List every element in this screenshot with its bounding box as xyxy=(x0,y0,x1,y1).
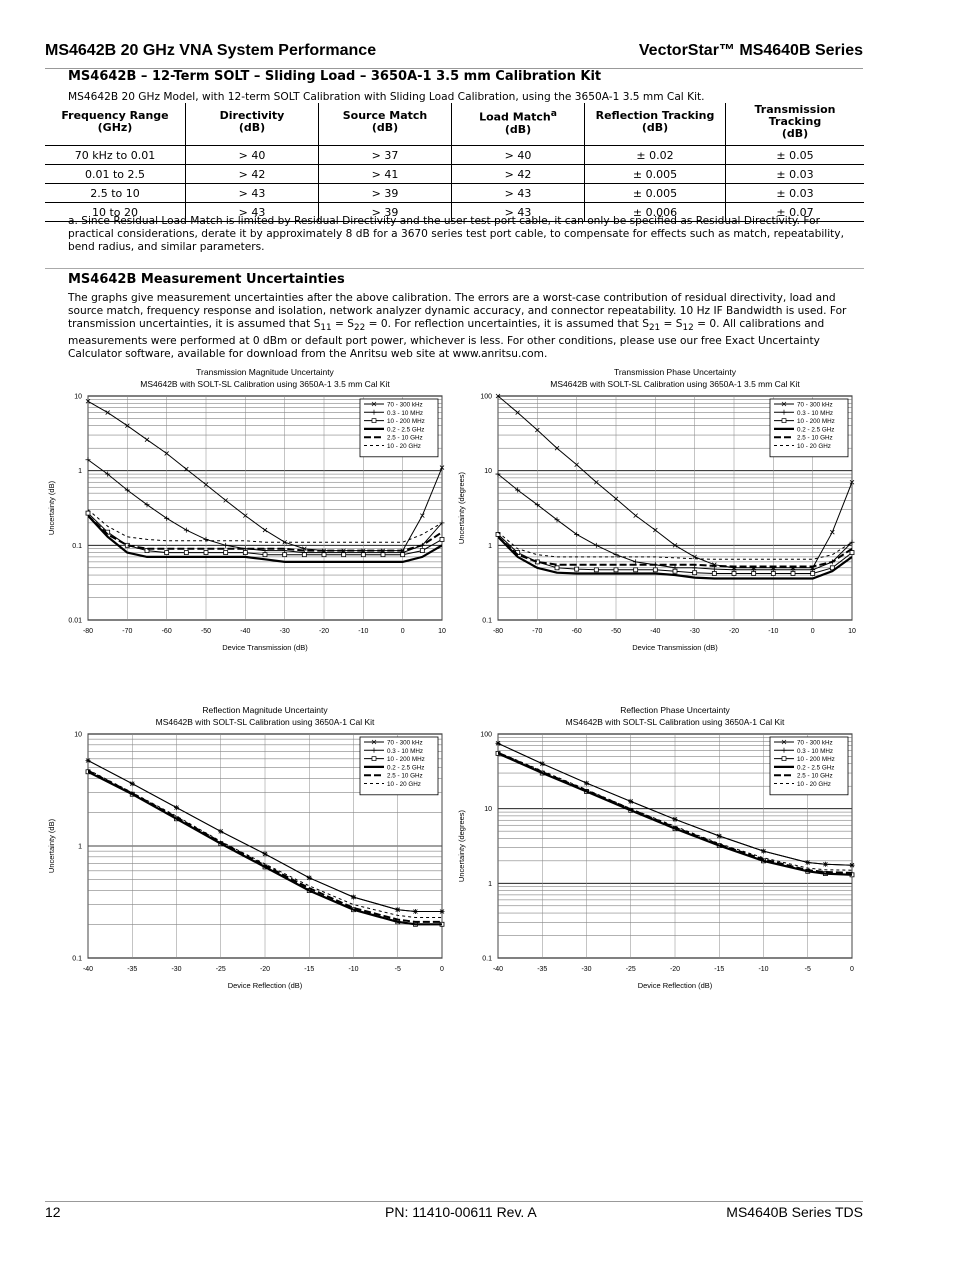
x-tick-label: -30 xyxy=(279,628,290,635)
x-tick-label: -15 xyxy=(304,966,315,973)
page-footer xyxy=(45,1201,863,1224)
table-cell: > 40 xyxy=(452,146,585,165)
data-point xyxy=(673,569,677,573)
data-point xyxy=(712,571,716,575)
legend-label: 10 - 200 MHz xyxy=(797,418,835,426)
chart-svg xyxy=(40,364,450,656)
header-title: MS4642B 20 GHz VNA System Performance xyxy=(45,42,377,59)
x-tick-label: -35 xyxy=(127,966,138,973)
table-cell: ± 0.02 xyxy=(585,146,726,165)
chart-reflection-magnitude xyxy=(40,702,450,998)
col-header: Reflection Tracking (dB) xyxy=(585,103,726,146)
chart-svg xyxy=(40,702,450,994)
x-tick-label: -50 xyxy=(200,628,212,635)
legend-label: 70 - 300 kHz xyxy=(797,401,833,409)
table-cell: 2.5 to 10 xyxy=(45,184,186,203)
y-axis-label: Uncertainty (dB) xyxy=(47,480,56,536)
table-cell: ± 0.07 xyxy=(726,203,865,222)
x-tick-label: -50 xyxy=(610,628,622,635)
legend-label: 2.5 - 10 GHz xyxy=(797,772,833,780)
col-header: Frequency Range (GHz) xyxy=(45,103,186,146)
x-tick-label: -30 xyxy=(689,628,700,635)
x-tick-label: -5 xyxy=(394,966,401,973)
x-axis-label: Device Transmission (dB) xyxy=(222,643,308,652)
table-cell: > 39 xyxy=(319,203,452,222)
legend-label: 0.3 - 10 MHz xyxy=(797,747,834,755)
y-tick-label: 1 xyxy=(78,468,82,476)
col-header: Source Match (dB) xyxy=(319,103,452,146)
data-point xyxy=(243,551,247,555)
legend-label: 10 - 20 GHz xyxy=(387,781,421,788)
data-point xyxy=(263,553,267,557)
data-point xyxy=(184,551,188,555)
y-tick-label: 0.1 xyxy=(482,617,492,625)
table-cell: > 42 xyxy=(186,165,319,184)
legend-label: 70 - 300 kHz xyxy=(387,739,423,747)
chart-svg xyxy=(450,364,860,656)
chart-transmission-phase xyxy=(450,364,860,660)
legend-label: 10 - 200 MHz xyxy=(387,756,425,764)
table-cell: ± 0.03 xyxy=(726,165,865,184)
x-axis-label: Device Reflection (dB) xyxy=(637,981,713,990)
table-footnote: a. Since Residual Load Match is limited by Residual Directivity and the user test port cable, it can only be specified as Residual Directivity. For practical considerations, derate it by approximately 8 dB for a 3670 series test port cable, to compensate for effects such as match, repeatability, bend radius, and similar parameters. xyxy=(68,215,844,253)
uncertainty-description: The graphs give measurement uncertainties after the above calibration. The errors are a worst-case contribution of residual directivity, load and source match, frequency response and isolation, network analyzer dynamic accuracy, and connector repeatability. 10 Hz IF Bandwidth is used. For transmission uncertainties, it is assumed that $S_{11} = S_{22} = 0$. For reflection uncertainties, it is assumed that $S_{21} = S_{12} = 0$. All calibrations and measurements were performed at 0 dBm or default port power, whichever is less. For other conditions, please use our free Exact Uncertainty Calculator software, available for download from the Anritsu web site at www.anritsu.com. xyxy=(68,292,847,361)
y-tick-label: 0.01 xyxy=(68,617,82,625)
y-tick-label: 10 xyxy=(484,806,492,814)
y-tick-label: 1 xyxy=(78,843,82,851)
data-point xyxy=(555,566,559,570)
y-axis-label: Uncertainty (dB) xyxy=(47,818,56,874)
table-cell: > 43 xyxy=(452,184,585,203)
table-row xyxy=(45,184,864,203)
legend-label: 2.5 - 10 GHz xyxy=(797,434,833,442)
x-tick-label: -5 xyxy=(804,966,811,973)
table-cell: ± 0.05 xyxy=(726,146,865,165)
data-point xyxy=(732,571,736,575)
x-tick-label: -40 xyxy=(240,628,251,635)
data-point xyxy=(634,568,638,572)
x-tick-label: -30 xyxy=(581,966,592,973)
data-point xyxy=(575,567,579,571)
legend-label: 10 - 20 GHz xyxy=(797,443,831,450)
data-point xyxy=(86,511,90,515)
section-title-calibration: MS4642B – 12-Term SOLT – Sliding Load – 3650A-1 3.5 mm Calibration Kit xyxy=(68,69,602,84)
chart-title: Reflection Magnitude Uncertainty xyxy=(202,705,328,715)
table-cell: > 43 xyxy=(186,184,319,203)
legend-label: 10 - 200 MHz xyxy=(387,418,425,426)
x-tick-label: 10 xyxy=(848,628,856,635)
x-tick-label: -40 xyxy=(650,628,661,635)
x-tick-label: -25 xyxy=(625,966,636,973)
table-row xyxy=(45,165,864,184)
y-axis-label: Uncertainty (degrees) xyxy=(457,471,466,545)
chart-transmission-magnitude xyxy=(40,364,450,660)
table-cell: ± 0.03 xyxy=(726,184,865,203)
page-number: 12 xyxy=(45,1204,61,1220)
data-point xyxy=(381,553,385,557)
section-intro: MS4642B 20 GHz Model, with 12-term SOLT Calibration with Sliding Load Calibration, using the 3650A-1 3.5 mm Cal Kit. xyxy=(68,91,705,103)
y-tick-label: 10 xyxy=(74,393,82,401)
x-tick-label: -80 xyxy=(492,628,504,635)
x-tick-label: -10 xyxy=(768,628,779,635)
legend-label: 70 - 300 kHz xyxy=(387,401,423,409)
table-cell: ± 0.005 xyxy=(585,184,726,203)
legend-label: 70 - 300 kHz xyxy=(797,739,833,747)
data-point xyxy=(440,537,444,541)
x-tick-label: 0 xyxy=(400,628,405,635)
x-tick-label: -60 xyxy=(161,628,172,635)
data-point xyxy=(653,568,657,572)
x-tick-label: 0 xyxy=(810,628,815,635)
data-point xyxy=(204,551,208,555)
y-tick-label: 1 xyxy=(488,542,492,550)
x-tick-label: -70 xyxy=(532,628,543,635)
legend-marker xyxy=(372,757,376,761)
legend-label: 10 - 20 GHz xyxy=(387,443,421,450)
x-tick-label: -35 xyxy=(537,966,548,973)
data-point xyxy=(752,571,756,575)
chart-title: Transmission Magnitude Uncertainty xyxy=(196,367,334,377)
table-cell: > 39 xyxy=(319,184,452,203)
col-header: Load Match$^a$ (dB) xyxy=(452,103,585,146)
chart-subtitle: MS4642B with SOLT-SL Calibration using 3650A-1 3.5 mm Cal Kit xyxy=(140,379,390,389)
data-point xyxy=(361,553,365,557)
x-tick-label: -20 xyxy=(318,628,330,635)
legend-label: 2.5 - 10 GHz xyxy=(387,434,423,442)
data-point xyxy=(224,551,228,555)
x-tick-label: -40 xyxy=(82,966,94,973)
x-tick-label: 0 xyxy=(440,966,444,973)
data-point xyxy=(850,551,854,555)
legend-label: 10 - 20 GHz xyxy=(797,781,831,788)
data-point xyxy=(165,551,169,555)
x-tick-label: -20 xyxy=(259,966,271,973)
chart-title: Transmission Phase Uncertainty xyxy=(613,367,737,377)
header-series: VectorStar™ MS4640B Series xyxy=(638,42,863,59)
data-point xyxy=(322,553,326,557)
table-cell: > 40 xyxy=(186,146,319,165)
legend-marker xyxy=(782,757,786,761)
table-cell: > 41 xyxy=(319,165,452,184)
document-name: MS4640B Series TDS xyxy=(726,1204,863,1220)
y-tick-label: 100 xyxy=(480,393,492,401)
data-point xyxy=(283,553,287,557)
chart-subtitle: MS4642B with SOLT-SL Calibration using 3650A-1 3.5 mm Cal Kit xyxy=(550,379,800,389)
y-tick-label: 1 xyxy=(488,880,492,888)
x-tick-label: -80 xyxy=(82,628,94,635)
page-header xyxy=(45,42,863,69)
x-tick-label: -10 xyxy=(358,628,369,635)
y-tick-label: 10 xyxy=(484,468,492,476)
table-cell: 70 kHz to 0.01 xyxy=(45,146,186,165)
x-tick-label: -10 xyxy=(348,966,359,973)
footnote-marker: a xyxy=(550,108,557,120)
y-tick-label: 10 xyxy=(74,731,82,739)
legend-label: 0.3 - 10 MHz xyxy=(387,747,424,755)
table-cell: > 43 xyxy=(452,203,585,222)
chart-subtitle: MS4642B with SOLT-SL Calibration using 3650A-1 Cal Kit xyxy=(565,717,785,727)
data-point xyxy=(693,571,697,575)
x-tick-label: 10 xyxy=(438,628,446,635)
data-point xyxy=(342,553,346,557)
table-cell: > 43 xyxy=(186,203,319,222)
data-point xyxy=(401,553,405,557)
legend-marker xyxy=(782,419,786,423)
y-tick-label: 100 xyxy=(480,731,492,739)
legend-label: 10 - 200 MHz xyxy=(797,756,835,764)
table-row xyxy=(45,146,864,165)
x-tick-label: -70 xyxy=(122,628,133,635)
x-tick-label: -20 xyxy=(728,628,740,635)
data-point xyxy=(771,571,775,575)
y-tick-label: 0.1 xyxy=(482,955,492,963)
data-point xyxy=(791,571,795,575)
x-tick-label: -15 xyxy=(714,966,725,973)
x-tick-label: -60 xyxy=(571,628,582,635)
chart-svg xyxy=(450,702,860,994)
table-cell: ± 0.005 xyxy=(585,165,726,184)
table-cell: 0.01 to 2.5 xyxy=(45,165,186,184)
x-tick-label: -20 xyxy=(669,966,681,973)
col-header: Directivity (dB) xyxy=(186,103,319,146)
table-cell: ± 0.006 xyxy=(585,203,726,222)
table-cell: 10 to 20 xyxy=(45,203,186,222)
section-divider xyxy=(45,268,864,269)
x-tick-label: -25 xyxy=(215,966,226,973)
legend-label: 0.2 - 2.5 GHz xyxy=(797,764,835,772)
chart-reflection-phase xyxy=(450,702,860,998)
y-tick-label: 0.1 xyxy=(72,542,82,550)
legend-label: 0.3 - 10 MHz xyxy=(797,409,834,417)
data-point xyxy=(302,553,306,557)
part-number: PN: 11410-00611 Rev. A xyxy=(385,1204,537,1220)
legend-label: 0.2 - 2.5 GHz xyxy=(387,764,425,772)
data-point xyxy=(420,549,424,553)
legend-label: 0.2 - 2.5 GHz xyxy=(387,426,425,434)
data-point xyxy=(594,568,598,572)
chart-title: Reflection Phase Uncertainty xyxy=(620,705,730,715)
legend-label: 2.5 - 10 GHz xyxy=(387,772,423,780)
x-tick-label: -10 xyxy=(758,966,769,973)
y-tick-label: 0.1 xyxy=(72,955,82,963)
data-point xyxy=(811,571,815,575)
table-cell: > 42 xyxy=(452,165,585,184)
x-axis-label: Device Reflection (dB) xyxy=(227,981,303,990)
col-header: Transmission Tracking (dB) xyxy=(726,103,865,146)
x-tick-label: 0 xyxy=(850,966,854,973)
chart-subtitle: MS4642B with SOLT-SL Calibration using 3650A-1 Cal Kit xyxy=(155,717,375,727)
table-cell: > 37 xyxy=(319,146,452,165)
data-point xyxy=(614,568,618,572)
y-axis-label: Uncertainty (degrees) xyxy=(457,809,466,883)
legend-label: 0.2 - 2.5 GHz xyxy=(797,426,835,434)
legend-label: 0.3 - 10 MHz xyxy=(387,409,424,417)
table-header-row xyxy=(45,103,864,146)
spec-table xyxy=(45,103,864,222)
legend-marker xyxy=(372,419,376,423)
x-axis-label: Device Transmission (dB) xyxy=(632,643,718,652)
x-tick-label: -40 xyxy=(492,966,504,973)
section-title-uncertainties: MS4642B Measurement Uncertainties xyxy=(68,272,345,287)
x-tick-label: -30 xyxy=(171,966,182,973)
